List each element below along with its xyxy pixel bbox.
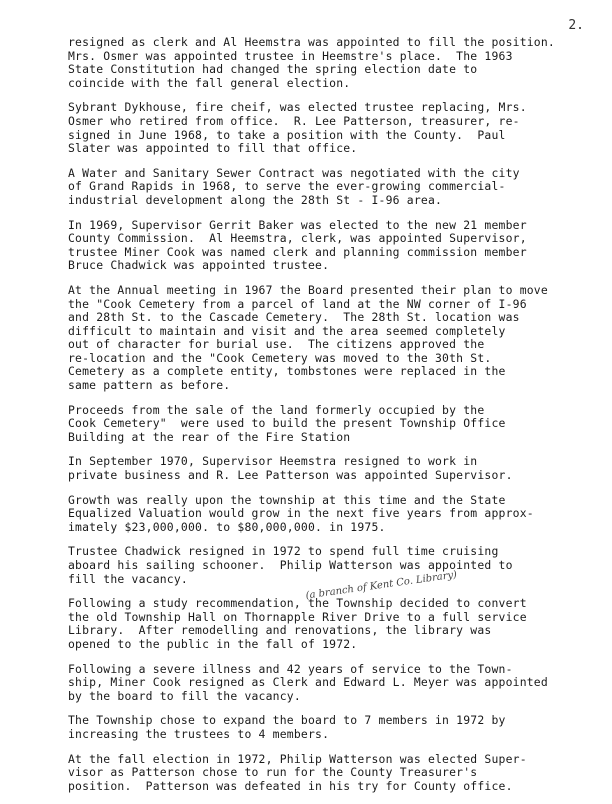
document-body (68, 36, 596, 804)
paragraph-fall-election-1972: At the fall election in 1972, Philip Watterson was elected Super- visor as Patterson chose to run for the County Treasurer's position. Patterson was defeated in his try for County office. (68, 751, 527, 793)
paragraph-heemstra-resigns: In September 1970, Supervisor Heemstra resigned to work in private business and R. Lee Patterson was appointed Supervisor. (68, 454, 513, 483)
paragraph-clerk-resignation: resigned as clerk and Al Heemstra was appointed to fill the position. Mrs. Osmer was appointed trustee in Heemstre's place. The 1963 State Constitution had changed the spring election date to coincide with the fall general election. (68, 35, 555, 90)
paragraph-dykhouse-trustee: Sybrant Dykhouse, fire cheif, was elected trustee replacing, Mrs. Osmer who retired from office. R. Lee Patterson, treasurer, re- signed in June 1968, to take a position with the County. Paul Slater was appointed to fill that office. (68, 100, 527, 156)
page-number: 2. (568, 18, 584, 33)
handwritten-annotation: (a branch of Kent Co. Library) (304, 569, 458, 602)
paragraph-cook-cemetery: At the Annual meeting in 1967 the Board presented their plan to move the "Cook Cemetery from a parcel of land at the NW corner of I-96 and 28th St. to the Cascade Cemetery. The 28th St. location was difficult to maintain and visit and the area seemed completely out of character for burial use. The citizens approved the re-location and the "Cook Cemetery was moved to the 30th St. Cemetery as a complete entity, tombstones were replaced in the same pattern as before. (68, 282, 548, 393)
paragraph-sewer-contract: A Water and Sanitary Sewer Contract was negotiated with the city of Grand Rapids in 1968, to serve the ever-growing commercial- industrial development along the 28th St - I-96 area. (68, 165, 520, 207)
paragraph-township-office: Proceeds from the sale of the land formerly occupied by the Cook Cemetery" were used to build the present Township Office Building at the rear of the Fire Station (68, 402, 506, 444)
paragraph-chadwick-resigns: Trustee Chadwick resigned in 1972 to spend full time cruising aboard his sailing schooner. Philip Watterson was appointed to fill the vacancy. (68, 544, 513, 586)
paragraph-county-commission: In 1969, Supervisor Gerrit Baker was elected to the new 21 member County Commission. Al Heemstra, clerk, was appointed Supervisor, trustee Miner Cook was named clerk and planning commission member Bruce Chadwick was appointed trustee. (68, 217, 527, 273)
paragraph-library-conversion: Following a study recommendation, the Township decided to convert the old Township Hall on Thornapple River Drive to a full service Library. After remodelling and renovations, the library was opened to the public in the fall of 1972. (68, 596, 527, 651)
paragraph-growth-valuation: Growth was really upon the township at this time and the State Equalized Valuation would grow in the next five years from approx- imately $23,000,000. to $80,000,000. in 1975. (68, 492, 534, 534)
paragraph-board-expansion: The Township chose to expand the board to 7 members in 1972 by increasing the trustees to 4 members. (68, 713, 506, 741)
paragraph-cook-resigns: Following a severe illness and 42 years of service to the Town- ship, Miner Cook resigned as Clerk and Edward L. Meyer was appointed by the board to fill the vacancy. (68, 661, 548, 703)
